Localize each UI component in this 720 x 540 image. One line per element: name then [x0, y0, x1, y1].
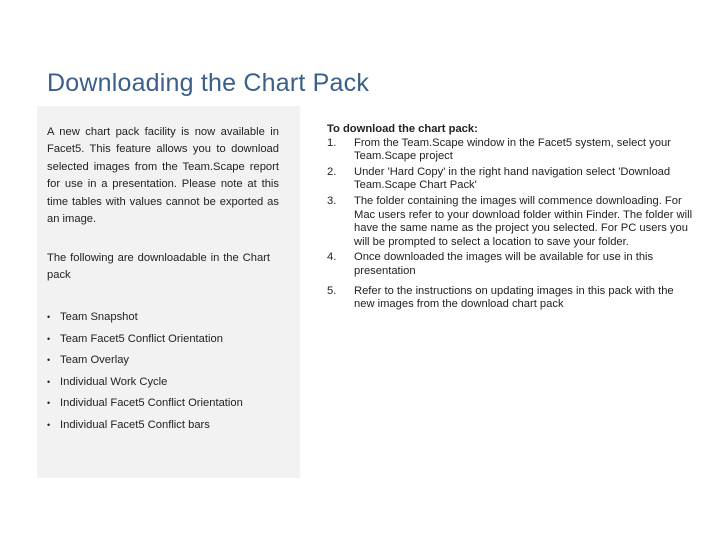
instructions-panel [327, 123, 695, 312]
step-text: Refer to the instructions on updating images in this pack with the new images from the download chart pack [354, 284, 674, 311]
downloadable-intro: The following are downloadable in the Chart pack [47, 252, 270, 281]
step-item [327, 195, 695, 249]
downloadable-list [47, 310, 243, 440]
list-item: • Team Overlay [47, 353, 243, 375]
list-item: • Individual Work Cycle [47, 375, 243, 397]
step-item [327, 137, 695, 164]
step-text: Under 'Hard Copy' in the right hand navigation select 'Download Team.Scape Chart Pack' [354, 165, 671, 192]
step-number: 3. [327, 194, 337, 207]
step-text: From the Team.Scape window in the Facet5 system, select your Team.Scape project [354, 136, 671, 163]
intro-paragraph: A new chart pack facility is now available in Facet5. This feature allows you to download selected images from the Team.Scape report for use in a presentation. Please note at this time tables with values cannot be exported as an image. [47, 126, 279, 226]
step-item [327, 166, 695, 193]
step-text: Once downloaded the images will be available for use in this presentation [354, 251, 654, 277]
step-number: 2. [327, 165, 337, 178]
instructions-heading: To download the chart pack: [327, 123, 478, 135]
step-item [327, 285, 695, 312]
list-item: • Individual Facet5 Conflict bars [47, 418, 243, 440]
step-text: The folder containing the images will commence downloading. For Mac users refer to your download folder within Finder. The folder will have the same name as the project you selected. For PC users you will be prompted to select a location to save your folder. [354, 194, 693, 248]
step-number: 1. [327, 136, 337, 149]
instructions-steps [327, 137, 695, 312]
page-title: Downloading the Chart Pack [47, 68, 370, 97]
step-number: 5. [327, 284, 337, 297]
list-item: • Individual Facet5 Conflict Orientation [47, 396, 243, 418]
step-number: 4. [327, 251, 337, 264]
list-item: • Team Snapshot [47, 310, 243, 332]
step-item [327, 251, 695, 278]
list-item: • Team Facet5 Conflict Orientation [47, 332, 243, 354]
left-info-panel [37, 106, 300, 478]
